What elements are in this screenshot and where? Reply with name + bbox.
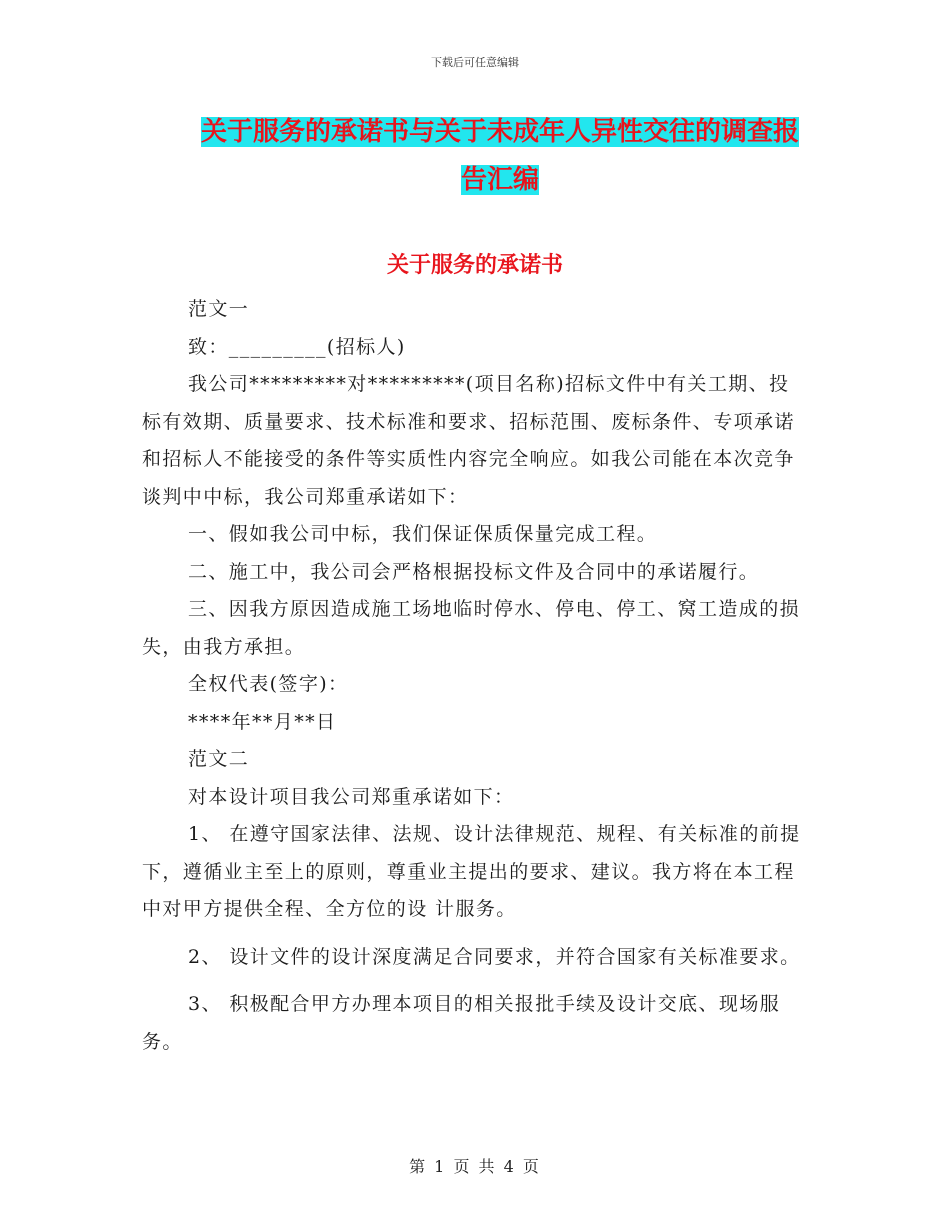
paragraph-commitment-intro: 对本设计项目我公司郑重承诺如下： xyxy=(188,785,515,808)
document-title-line-1: 关于服务的承诺书与关于未成年人异性交往的调查报 xyxy=(200,117,799,147)
header-note: 下载后可任意编辑 xyxy=(431,56,519,69)
paragraph-commitment-3: 3、 积极配合甲方办理本项目的相关报批手续及设计交底、现场服务。 xyxy=(142,993,781,1053)
document-body xyxy=(142,291,802,1061)
paragraph-commitment-1: 1、 在遵守国家法律、法规、设计法律规范、规程、有关标准的前提下，遵循业主至上的原则，尊重业主提出的要求、建议。我方将在本工程中对甲方提供全程、全方位的设 计服务。 xyxy=(142,823,801,920)
document-title xyxy=(190,108,810,204)
page-footer: 第 1 页 共 4 页 xyxy=(409,1157,541,1176)
paragraph-sample-one-heading: 范文一 xyxy=(188,298,250,320)
paragraph-commitment-2: 2、 设计文件的设计深度满足合同要求，并符合国家有关标准要求。 xyxy=(188,945,801,968)
paragraph-intro: 我公司*********对*********(项目名称)招标文件中有关工期、投标有效期、质量要求、技术标准和要求、招标范围、废标条件、专项承诺和招标人不能接受的条件等实质性内容完全响应。如我公司能在本次竞争谈判中中标，我公司郑重承诺如下： xyxy=(142,373,795,508)
section-title: 关于服务的承诺书 xyxy=(386,253,563,278)
paragraph-date: ****年**月**日 xyxy=(188,710,337,733)
paragraph-signature: 全权代表(签字)： xyxy=(188,673,349,695)
document-title-line-2: 告汇编 xyxy=(460,165,539,195)
paragraph-item-3: 三、因我方原因造成施工场地临时停水、停电、停工、窝工造成的损失，由我方承担。 xyxy=(142,598,801,658)
paragraph-item-2: 二、施工中，我公司会严格根据投标文件及合同中的承诺履行。 xyxy=(188,560,760,583)
paragraph-item-1: 一、假如我公司中标，我们保证保质保量完成工程。 xyxy=(188,523,658,545)
paragraph-addressee: 致：_________(招标人) xyxy=(188,335,406,358)
paragraph-sample-two-heading: 范文二 xyxy=(188,748,250,770)
